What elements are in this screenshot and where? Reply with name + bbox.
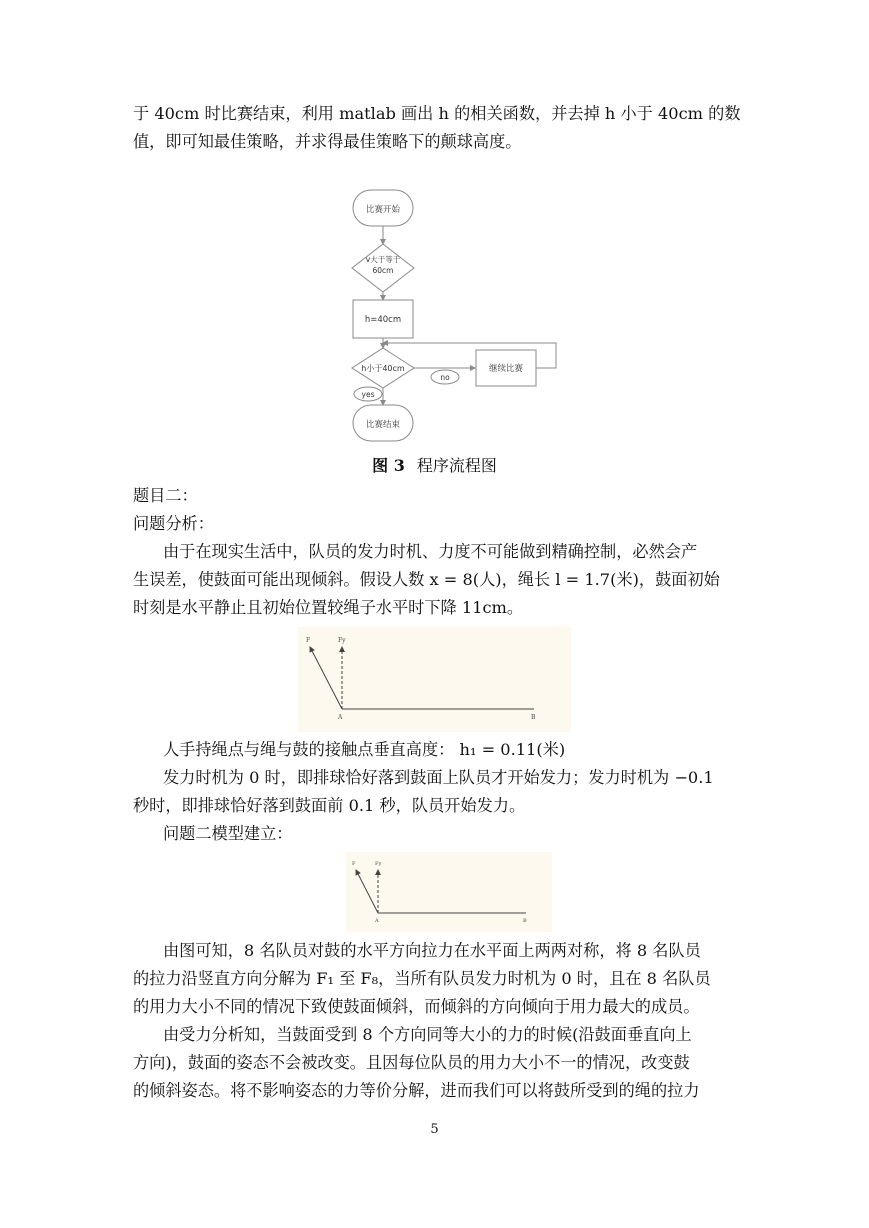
program-flowchart [0,0,869,450]
page-number: 5 [430,1122,439,1137]
flow-yes-label: yes [361,390,375,399]
text-line: 于 40cm 时比赛结束，利用 matlab 画出 h 的相关函数，并去掉 h 小于 40cm 的数 [133,104,741,123]
flow-no-label: no [440,373,450,382]
flow-start-label: 比赛开始 [365,205,401,215]
paragraph-analysis [133,937,740,1105]
text-line: 问题二模型建立： [163,824,293,843]
text-line: 由受力分析知，当鼓面受到 8 个方向同等大小的力的时候(沿鼓面垂直向上 [163,1025,692,1044]
label-A: A [338,714,343,721]
force-diagram-2 [346,852,552,932]
text-line: 时刻是水平静止且初始位置较绳子水平时下降 11cm。 [133,598,524,617]
label-B: B [531,714,536,721]
text-line: 的拉力沿竖直方向分解为 F₁ 至 F₈，当所有队员发力时机为 0 时，且在 8 名队员 [133,969,711,988]
text-line: 值，即可知最佳策略，并求得最佳策略下的颠球高度。 [133,132,522,151]
text-line: 的用力大小不同的情况下致使鼓面倾斜，而倾斜的方向倾向于用力最大的成员。 [133,997,700,1016]
section-subtitle: 问题分析： [133,514,214,533]
figure-caption [0,453,869,476]
section-two [133,482,740,622]
figure-number: 图 3 [372,456,405,475]
paragraph-height [133,736,740,848]
label-F: F [352,861,356,867]
figure-title: 程序流程图 [416,456,497,475]
label-Fy: Fy [338,637,346,644]
text-line: 发力时机为 0 时，即排球恰好落到鼓面上队员才开始发力；发力时机为 −0.1 [163,768,714,787]
flow-decision-speed-label: v大于等于 [365,255,401,264]
flow-decision-height-label: h小于40cm [361,364,405,373]
text-line: 由图可知，8 名队员对鼓的水平方向拉力在水平面上两两对称，将 8 名队员 [163,941,701,960]
text-line: 秒时，即排球恰好落到鼓面前 0.1 秒，队员开始发力。 [133,796,526,815]
flow-continue-label: 继续比赛 [488,364,524,374]
flow-process-label: h=40cm [364,315,402,325]
section-title: 题目二： [133,486,198,505]
label-B: B [523,918,527,924]
text-line: 的倾斜姿态。将不影响姿态的力等价分解，进而我们可以将鼓所受到的绳的拉力 [133,1081,700,1100]
label-F: F [306,637,311,644]
flow-end-label: 比赛结束 [365,420,401,430]
text-line: 由于在现实生活中，队员的发力时机、力度不可能做到精确控制，必然会产 [163,542,698,561]
flow-decision-speed-label2: 60cm [372,266,394,275]
text-line: 生误差，使鼓面可能出现倾斜。假设人数 x = 8(人)，绳长 l = 1.7(米)，鼓面初始 [133,570,720,589]
text-line: 方向)，鼓面的姿态不会被改变。且因每位队员的用力大小不一的情况，改变鼓 [133,1053,690,1072]
label-A: A [375,918,379,924]
label-Fy: Fy [375,861,382,867]
text-line: 人手持绳点与绳与鼓的接触点垂直高度： h₁ = 0.11(米) [163,740,566,759]
force-diagram-1 [298,627,571,732]
